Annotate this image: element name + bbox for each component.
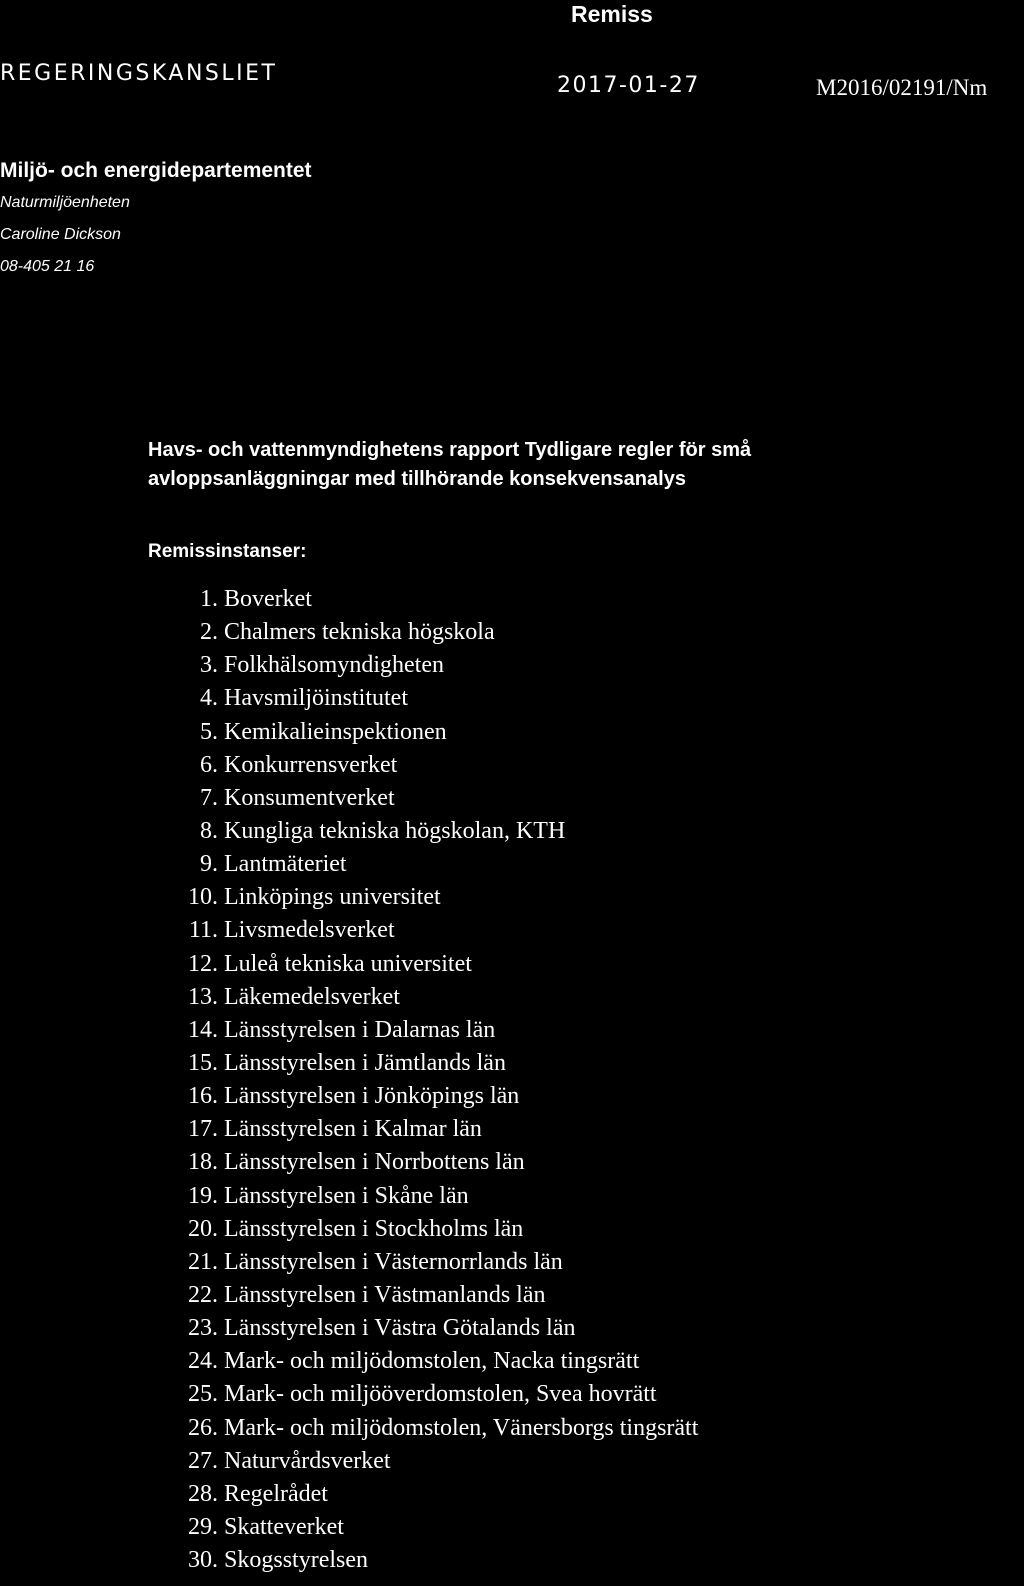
list-item-name: Mark- och miljööverdomstolen, Svea hovrätt (224, 1381, 657, 1408)
list-item (150, 749, 698, 782)
list-item-number: 2. (200, 619, 218, 646)
list-item (150, 1180, 698, 1213)
list-item-number: 14. (188, 1016, 218, 1043)
list-item-name: Regelrådet (224, 1480, 328, 1507)
list-item (150, 649, 698, 682)
list-item (150, 1279, 698, 1312)
list-item (150, 948, 698, 981)
list-item-name: Folkhälsomyndigheten (224, 652, 444, 679)
list-item-name: Boverket (224, 586, 312, 612)
list-item (150, 583, 698, 616)
reference-number: M2016/02191/Nm (816, 75, 988, 100)
list-item-number: 29. (188, 1513, 218, 1540)
list-item-name: Länsstyrelsen i Skåne län (224, 1182, 469, 1209)
list-item-name: Luleå tekniska universitet (224, 950, 472, 977)
list-item-number: 20. (188, 1215, 218, 1242)
list-item-number: 30. (188, 1547, 218, 1574)
unit-name: Naturmiljöenheten (0, 194, 130, 211)
list-item-name: Länsstyrelsen i Västra Götalands län (224, 1315, 576, 1342)
list-item-name: Chalmers tekniska högskola (224, 619, 495, 646)
list-item-name: Lantmäteriet (224, 851, 347, 878)
list-item-number: 5. (200, 718, 218, 745)
list-item-number: 1. (200, 586, 218, 612)
document-subject (148, 436, 751, 494)
list-item (150, 1014, 698, 1047)
list-item-number: 18. (188, 1149, 218, 1176)
list-item-number: 19. (188, 1182, 218, 1209)
list-item-name: Naturvårdsverket (224, 1447, 391, 1474)
list-item-name: Kungliga tekniska högskolan, KTH (224, 817, 566, 844)
list-item-name: Länsstyrelsen i Stockholms län (224, 1215, 524, 1242)
list-item (150, 1146, 698, 1179)
list-item-name: Länsstyrelsen i Jämtlands län (224, 1049, 506, 1076)
list-item (150, 1213, 698, 1246)
list-item-number: 25. (188, 1381, 218, 1408)
list-item-number: 27. (188, 1447, 218, 1474)
list-item-number: 9. (200, 851, 218, 878)
list-item-number: 17. (188, 1116, 218, 1143)
document-type-label: Remiss (571, 1, 653, 27)
list-item-number: 24. (188, 1348, 218, 1375)
list-item-number: 4. (200, 685, 218, 712)
list-item (150, 1378, 698, 1411)
list-item-number: 3. (200, 652, 218, 679)
list-item-name: Läkemedelsverket (224, 983, 400, 1010)
list-item-number: 21. (188, 1248, 218, 1275)
list-item-number: 28. (188, 1480, 218, 1507)
document-date: 2017-01-27 (557, 73, 700, 98)
list-item-number: 22. (188, 1281, 218, 1308)
list-item-name: Kemikalieinspektionen (224, 718, 447, 745)
list-item-name: Skatteverket (224, 1513, 344, 1540)
list-item-name: Länsstyrelsen i Dalarnas län (224, 1016, 496, 1043)
list-item-number: 15. (188, 1049, 218, 1076)
list-item (150, 1113, 698, 1146)
list-item (150, 616, 698, 649)
list-item-number: 6. (200, 751, 218, 778)
list-item (150, 1246, 698, 1279)
list-item-name: Länsstyrelsen i Västmanlands län (224, 1281, 546, 1308)
list-item-name: Länsstyrelsen i Norrbottens län (224, 1149, 525, 1176)
contact-phone: 08-405 21 16 (0, 258, 95, 275)
list-item (150, 914, 698, 947)
list-item-number: 26. (188, 1414, 218, 1441)
list-item (150, 815, 698, 848)
list-item-number: 12. (188, 950, 218, 977)
list-item-number: 16. (188, 1083, 218, 1110)
list-item-name: Linköpings universitet (224, 884, 441, 911)
department-name: Miljö- och energidepartementet (0, 159, 312, 182)
list-item-name: Havsmiljöinstitutet (224, 685, 408, 712)
recipients-heading: Remissinstanser: (148, 541, 307, 562)
list-item (150, 1080, 698, 1113)
list-item-number: 23. (188, 1315, 218, 1342)
list-item (150, 1345, 698, 1378)
list-item-name: Skogsstyrelsen (224, 1547, 368, 1574)
list-item-name: Länsstyrelsen i Jönköpings län (224, 1083, 520, 1110)
list-item (150, 1511, 698, 1544)
list-item-name: Konsumentverket (224, 784, 395, 811)
list-item (150, 848, 698, 881)
list-item-name: Mark- och miljödomstolen, Vänersborgs tingsrätt (224, 1414, 699, 1441)
organization-name: REGERINGSKANSLIET (0, 61, 278, 86)
list-item-name: Länsstyrelsen i Kalmar län (224, 1116, 482, 1143)
list-item-name: Livsmedelsverket (224, 917, 395, 944)
list-item (150, 981, 698, 1014)
list-item (150, 1412, 698, 1445)
list-item-number: 7. (200, 784, 218, 811)
list-item (150, 716, 698, 749)
list-item (150, 1478, 698, 1511)
list-item-number: 13. (188, 983, 218, 1010)
list-item-name: Konkurrensverket (224, 751, 398, 778)
list-item (150, 1047, 698, 1080)
contact-name: Caroline Dickson (0, 226, 121, 243)
list-item (150, 782, 698, 815)
list-item-name: Länsstyrelsen i Västernorrlands län (224, 1248, 563, 1275)
recipients-list (150, 583, 698, 1577)
list-item-number: 10. (188, 884, 218, 911)
list-item-number: 8. (200, 817, 218, 844)
list-item (150, 682, 698, 715)
list-item (150, 1312, 698, 1345)
list-item-number: 11. (188, 917, 218, 944)
list-item (150, 1544, 698, 1577)
list-item (150, 881, 698, 914)
list-item-name: Mark- och miljödomstolen, Nacka tingsrätt (224, 1348, 640, 1375)
list-item (150, 1445, 698, 1478)
subject-line-1: Havs- och vattenmyndighetens rapport Tydligare regler för små (148, 439, 752, 461)
subject-line-2: avloppsanläggningar med tillhörande konsekvensanalys (148, 468, 686, 490)
